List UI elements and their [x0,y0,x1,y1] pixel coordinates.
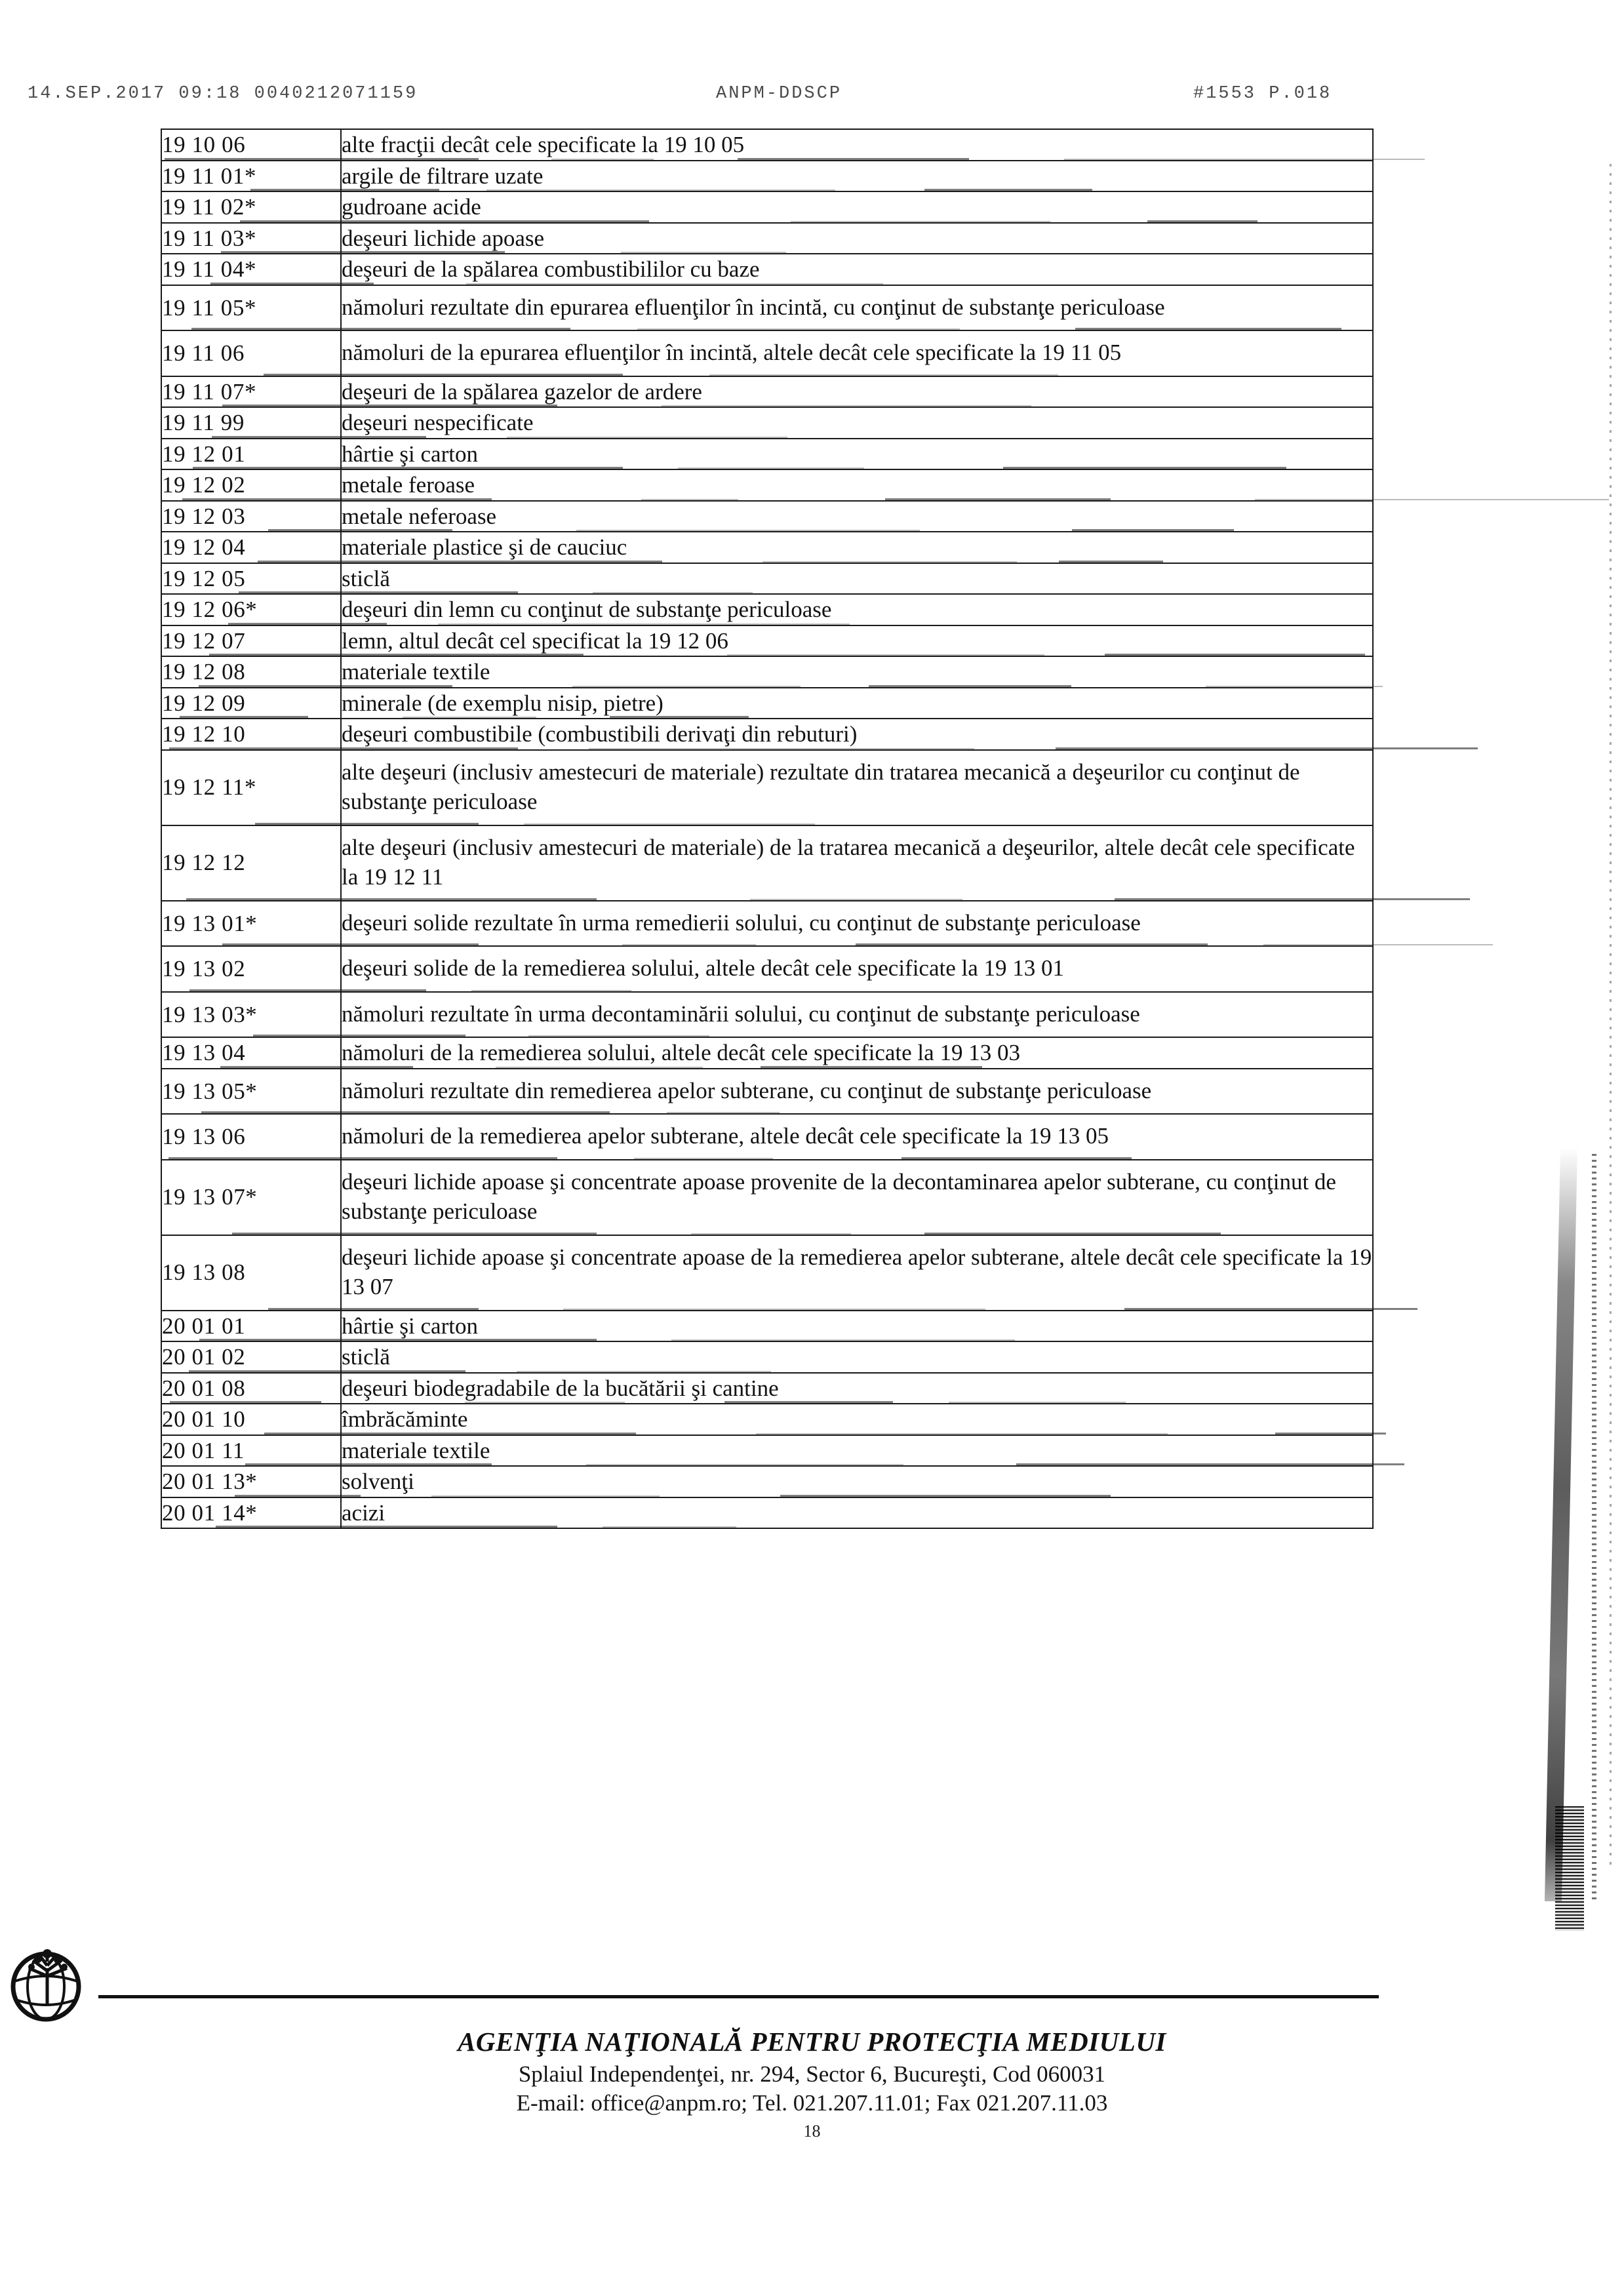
waste-code-cell: 19 12 01 [161,439,341,470]
waste-code-cell: 19 13 05* [161,1069,341,1115]
table-row [161,901,1373,947]
footer-separator-rule [98,1995,1379,1998]
table-row [161,688,1373,719]
fax-header-sender: ANPM-DDSCP [716,84,842,104]
waste-description-cell: hârtie şi carton [341,1311,1373,1342]
fax-header-pagecount: #1553 P.018 [1193,84,1332,104]
waste-code-cell: 19 12 02 [161,469,341,501]
waste-description-cell: deşeuri de la spălarea gazelor de ardere [341,376,1373,408]
waste-code-cell: 19 12 08 [161,656,341,688]
table-row [161,656,1373,688]
table-row [161,750,1373,825]
footer-address: Splaiul Independenţei, nr. 294, Sector 6, Bucureşti, Cod 060031 [518,2061,1106,2087]
waste-code-cell: 19 12 03 [161,501,341,532]
waste-description-cell: materiale plastice şi de cauciuc [341,532,1373,563]
table-row [161,1114,1373,1160]
waste-description-cell: deşeuri lichide apoase şi concentrate apoase de la remedierea apelor subterane, altele decât cele specificate la 19 13 07 [341,1235,1373,1311]
waste-code-cell: 19 11 06 [161,330,341,376]
waste-description-cell: nămoluri de la remedierea solului, altele decât cele specificate la 19 13 03 [341,1037,1373,1069]
table-row [161,254,1373,285]
table-row [161,563,1373,595]
table-row [161,1069,1373,1115]
waste-description-cell: deşeuri din lemn cu conţinut de substanţe periculoase [341,594,1373,625]
waste-code-cell: 20 01 10 [161,1404,341,1435]
waste-code-cell: 19 13 06 [161,1114,341,1160]
waste-code-cell: 19 12 07 [161,625,341,657]
waste-code-cell: 19 12 12 [161,825,341,901]
waste-description-cell: deşeuri solide rezultate în urma remedierii solului, cu conţinut de substanţe periculoase [341,901,1373,947]
table-row [161,1341,1373,1373]
waste-code-cell: 19 12 04 [161,532,341,563]
waste-code-cell: 20 01 13* [161,1466,341,1497]
waste-code-cell: 19 11 99 [161,407,341,439]
waste-code-cell: 20 01 02 [161,1341,341,1373]
scan-edge-noise [1545,1147,1577,1901]
waste-code-cell: 19 12 05 [161,563,341,595]
page-footer [0,2026,1624,2141]
table-row [161,469,1373,501]
waste-description-cell: sticlă [341,1341,1373,1373]
table-row [161,161,1373,192]
table-row [161,1404,1373,1435]
waste-code-cell: 19 13 02 [161,946,341,992]
waste-code-cell: 19 12 06* [161,594,341,625]
waste-description-cell: nămoluri de la remedierea apelor subterane, altele decât cele specificate la 19 13 05 [341,1114,1373,1160]
waste-description-cell: sticlă [341,563,1373,595]
footer-organization: AGENŢIA NAŢIONALĂ PENTRU PROTECŢIA MEDIULUI [458,2027,1166,2057]
waste-code-cell: 20 01 08 [161,1373,341,1404]
table-row [161,330,1373,376]
waste-description-cell: alte fracţii decât cele specificate la 19 10 05 [341,129,1373,161]
waste-code-cell: 19 11 03* [161,223,341,254]
table-row [161,191,1373,223]
table-row [161,719,1373,750]
waste-code-cell: 19 12 10 [161,719,341,750]
fax-header-timestamp: 14.SEP.2017 09:18 0040212071159 [28,84,418,104]
waste-description-cell: gudroane acide [341,191,1373,223]
table-row [161,625,1373,657]
table-row [161,594,1373,625]
waste-code-cell: 19 13 04 [161,1037,341,1069]
table-row [161,825,1373,901]
waste-code-cell: 19 11 05* [161,285,341,331]
waste-description-cell: alte deşeuri (inclusiv amestecuri de materiale) rezultate din tratarea mecanică a deşeurilor cu conţinut de substanţe periculoase [341,750,1373,825]
waste-description-cell: materiale textile [341,1435,1373,1467]
waste-description-cell: solvenţi [341,1466,1373,1497]
table-row [161,376,1373,408]
waste-code-cell: 19 13 07* [161,1160,341,1235]
table-row [161,1311,1373,1342]
waste-description-cell: deşeuri lichide apoase [341,223,1373,254]
waste-code-cell: 19 13 01* [161,901,341,947]
globe-tree-logo [7,1942,90,2026]
table-row [161,1373,1373,1404]
waste-description-cell: argile de filtrare uzate [341,161,1373,192]
table-row [161,1497,1373,1529]
waste-code-cell: 19 11 01* [161,161,341,192]
waste-description-cell: hârtie şi carton [341,439,1373,470]
table-row [161,1235,1373,1311]
table-row [161,501,1373,532]
table-row [161,1435,1373,1467]
waste-description-cell: nămoluri rezultate din epurarea efluenţilor în incintă, cu conţinut de substanţe periculoase [341,285,1373,331]
table-row [161,532,1373,563]
table-row [161,129,1373,161]
table-row [161,946,1373,992]
waste-description-cell: acizi [341,1497,1373,1529]
table-row [161,1466,1373,1497]
waste-description-cell: metale feroase [341,469,1373,501]
waste-description-cell: deşeuri nespecificate [341,407,1373,439]
waste-code-cell: 20 01 01 [161,1311,341,1342]
table-row [161,1160,1373,1235]
waste-description-cell: deşeuri de la spălarea combustibililor cu baze [341,254,1373,285]
table-row [161,992,1373,1038]
waste-description-cell: nămoluri rezultate în urma decontaminării solului, cu conţinut de substanţe periculoase [341,992,1373,1038]
waste-code-cell: 19 12 11* [161,750,341,825]
waste-description-cell: deşeuri biodegradabile de la bucătării şi cantine [341,1373,1373,1404]
table-row [161,407,1373,439]
waste-description-cell: materiale textile [341,656,1373,688]
waste-code-cell: 19 13 03* [161,992,341,1038]
scan-edge-hairline [1610,164,1612,1869]
table-row [161,285,1373,331]
waste-description-cell: deşeuri combustibile (combustibili derivaţi din rebuturi) [341,719,1373,750]
waste-description-cell: metale neferoase [341,501,1373,532]
footer-page-number: 18 [803,2122,821,2141]
waste-code-cell: 20 01 14* [161,1497,341,1529]
footer-contact: E-mail: office@anpm.ro; Tel. 021.207.11.01; Fax 021.207.11.03 [516,2090,1108,2116]
waste-code-cell: 19 12 09 [161,688,341,719]
waste-description-cell: lemn, altul decât cel specificat la 19 12 06 [341,625,1373,657]
table-row [161,439,1373,470]
fax-transmission-header [0,84,1624,110]
waste-code-cell: 19 11 02* [161,191,341,223]
waste-description-cell: deşeuri solide de la remedierea solului, altele decât cele specificate la 19 13 01 [341,946,1373,992]
waste-description-cell: nămoluri rezultate din remedierea apelor subterane, cu conţinut de substanţe periculoase [341,1069,1373,1115]
waste-description-cell: minerale (de exemplu nisip, pietre) [341,688,1373,719]
waste-code-table [161,129,1374,1529]
waste-description-cell: deşeuri lichide apoase şi concentrate apoase provenite de la decontaminarea apelor subterane, cu conţinut de substanţe periculoase [341,1160,1373,1235]
table-row [161,1037,1373,1069]
scan-edge-noise-dotted [1592,1154,1596,1901]
waste-code-cell: 19 11 07* [161,376,341,408]
waste-code-table-container [161,129,1374,1529]
waste-description-cell: nămoluri de la epurarea efluenţilor în incintă, altele decât cele specificate la 19 11 05 [341,330,1373,376]
table-row [161,223,1373,254]
waste-code-cell: 19 10 06 [161,129,341,161]
waste-code-cell: 19 11 04* [161,254,341,285]
waste-description-cell: alte deşeuri (inclusiv amestecuri de materiale) de la tratarea mecanică a deşeurilor, altele decât cele specificate la 19 12 11 [341,825,1373,901]
scan-edge-noise-block [1555,1806,1584,1931]
waste-code-cell: 20 01 11 [161,1435,341,1467]
waste-description-cell: îmbrăcăminte [341,1404,1373,1435]
waste-code-cell: 19 13 08 [161,1235,341,1311]
